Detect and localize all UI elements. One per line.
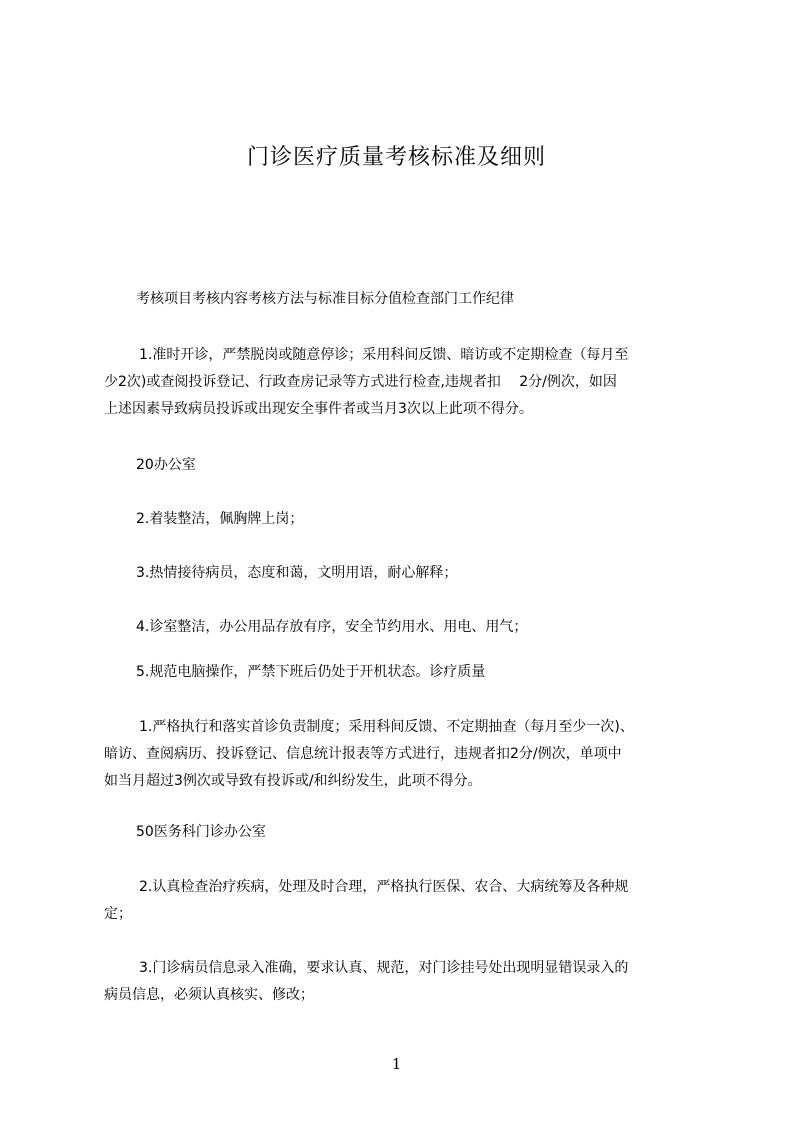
paragraph-work-discipline-1 <box>104 342 700 423</box>
paragraph-line: 定； <box>104 906 132 922</box>
paragraph-line: 暗访、查阅病历、投诉登记、信息统计报表等方式进行，违规者扣2分/例次，单项中 <box>104 746 622 762</box>
paragraph-item-3 <box>104 560 700 587</box>
paragraph-diagnosis-quality-3 <box>104 955 700 1009</box>
paragraph-line: 病员信息，必须认真核实、修改； <box>104 987 314 1003</box>
paragraph-line: 3.热情接待病员，态度和蔼，文明用语，耐心解释； <box>136 565 458 581</box>
paragraph-line: 2.着装整洁，佩胸牌上岗； <box>136 511 304 527</box>
paragraph-line: 4.诊室整洁，办公用品存放有序，安全节约用水、用电、用气； <box>136 619 528 635</box>
paragraph-line: 2.认真检查治疗疾病，处理及时合理，严格执行医保、农合、大病统筹及各种规 <box>139 879 629 895</box>
paragraph-line: 1.准时开诊，严禁脱岗或随意停诊；采用科间反馈、暗访或不定期检查（每月至 <box>139 347 629 363</box>
paragraph-score-medical-office <box>104 819 700 846</box>
document-title: 门诊医疗质量考核标准及细则 <box>246 145 546 170</box>
paragraph-line: 考核项目考核内容考核方法与标准目标分值检查部门工作纪律 <box>136 291 514 307</box>
paragraph-item-5 <box>104 659 700 686</box>
paragraph-line: 20办公室 <box>136 457 196 473</box>
paragraph-diagnosis-quality-1 <box>104 714 700 795</box>
paragraph-item-2 <box>104 506 700 533</box>
paragraph-diagnosis-quality-2 <box>104 874 700 928</box>
paragraph-line: 上述因素导致病员投诉或出现安全事件者或当月3次以上此项不得分。 <box>104 401 533 417</box>
paragraph-line: 3.门诊病员信息录入准确，要求认真、规范，对门诊挂号处出现明显错误录入的 <box>139 960 629 976</box>
paragraph-score-office <box>104 452 700 479</box>
paragraph-line: 少2次)或查阅投诉登记、行政查房记录等方式进行检查,违规者扣 2分/例次，如因 <box>104 374 617 390</box>
paragraph-line: 5.规范电脑操作，严禁下班后仍处于开机状态。诊疗质量 <box>136 664 486 680</box>
page-number: 1 <box>391 1055 402 1073</box>
paragraph-item-4 <box>104 614 700 641</box>
paragraph-line: 1.严格执行和落实首诊负责制度；采用科间反馈、不定期抽查（每月至少一次)、 <box>139 719 634 735</box>
paragraph-line: 如当月超过3例次或导致有投诉或/和纠纷发生，此项不得分。 <box>104 773 482 789</box>
paragraph-header-row <box>104 286 700 313</box>
paragraph-line: 50医务科门诊办公室 <box>136 824 266 840</box>
